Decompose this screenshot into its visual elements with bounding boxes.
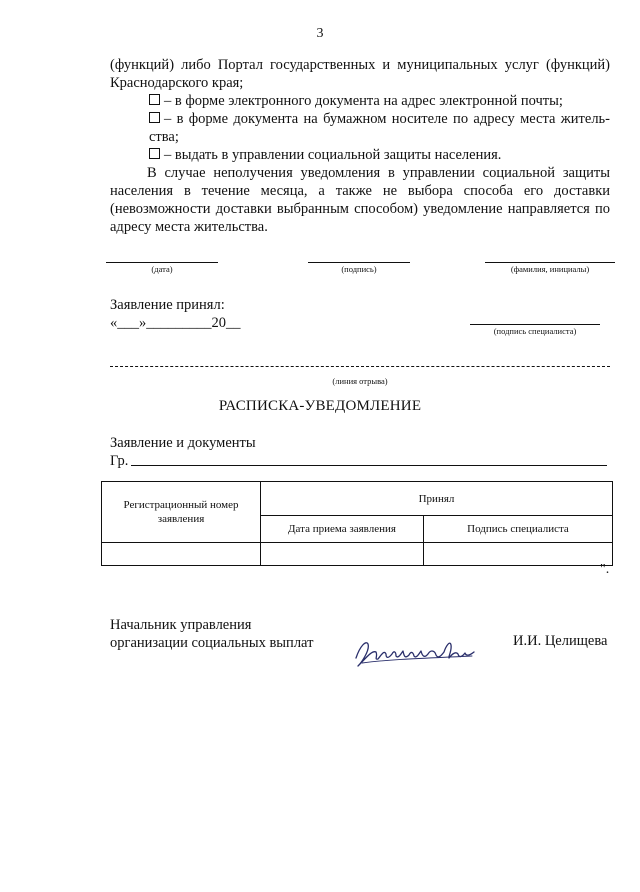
page-number: 3	[316, 26, 324, 41]
date-field[interactable]: (дата)	[106, 262, 218, 274]
option-paper	[149, 110, 610, 146]
footer-position-line-2: организации социальных выплат	[110, 635, 314, 651]
header-registration-number: Регистрационный номер заявления	[102, 482, 261, 543]
citizen-name-field[interactable]	[131, 465, 607, 466]
receipt-title: РАСПИСКА-УВЕДОМЛЕНИЕ	[218, 398, 422, 414]
checkbox-email[interactable]	[149, 94, 160, 105]
option-office	[149, 146, 501, 164]
citizen-prefix: Гр.	[110, 453, 129, 469]
checkbox-paper[interactable]	[149, 112, 160, 123]
receipt-table	[101, 481, 613, 566]
header-accepted: Принял	[261, 482, 613, 516]
receipt-line-1: Заявление и документы	[110, 435, 256, 451]
accepted-label: Заявление принял:	[110, 297, 225, 313]
checkbox-office[interactable]	[149, 148, 160, 159]
header-specialist-signature: Подпись специалиста	[424, 516, 613, 543]
option-paper-label: – в форме документа на бумажном носителе по адресу места житель-ства;	[149, 111, 610, 145]
footer-position-line-1: Начальник управления	[110, 617, 252, 633]
intro-line-1: (функций) либо Портал государственных и муниципальных услуг (функций)	[110, 57, 610, 73]
option-office-label: – выдать в управлении социальной защиты населения.	[164, 147, 502, 163]
option-email-label: – в форме электронного документа на адрес электронной почты;	[164, 93, 563, 109]
cell-date-received[interactable]	[261, 543, 424, 566]
handwritten-signature	[352, 632, 482, 672]
specialist-signature-field[interactable]: (подпись специалиста)	[470, 324, 600, 336]
option-email	[149, 92, 563, 110]
cell-registration-number[interactable]	[102, 543, 261, 566]
footer-name: И.И. Целищева	[513, 633, 608, 649]
tear-line-label: (линия отрыва)	[332, 376, 388, 386]
closing-quote: ".	[600, 562, 610, 577]
signature-field[interactable]: (подпись)	[308, 262, 410, 274]
accepted-date[interactable]: «___»_________20__	[110, 315, 241, 331]
cell-specialist-signature[interactable]	[424, 543, 613, 566]
name-field[interactable]: (фамилия, инициалы)	[485, 262, 615, 274]
header-date-received: Дата приема заявления	[261, 516, 424, 543]
delivery-note: В случае неполучения уведомления в управлении социальной защиты населения в течение месяца, а также не выбора способа его доставки (невозможности доставки выбранным способом) уведомление направляется по адресу места жительства.	[110, 165, 610, 235]
tear-line	[110, 366, 610, 367]
intro-line-2: Краснодарского края;	[110, 75, 244, 91]
